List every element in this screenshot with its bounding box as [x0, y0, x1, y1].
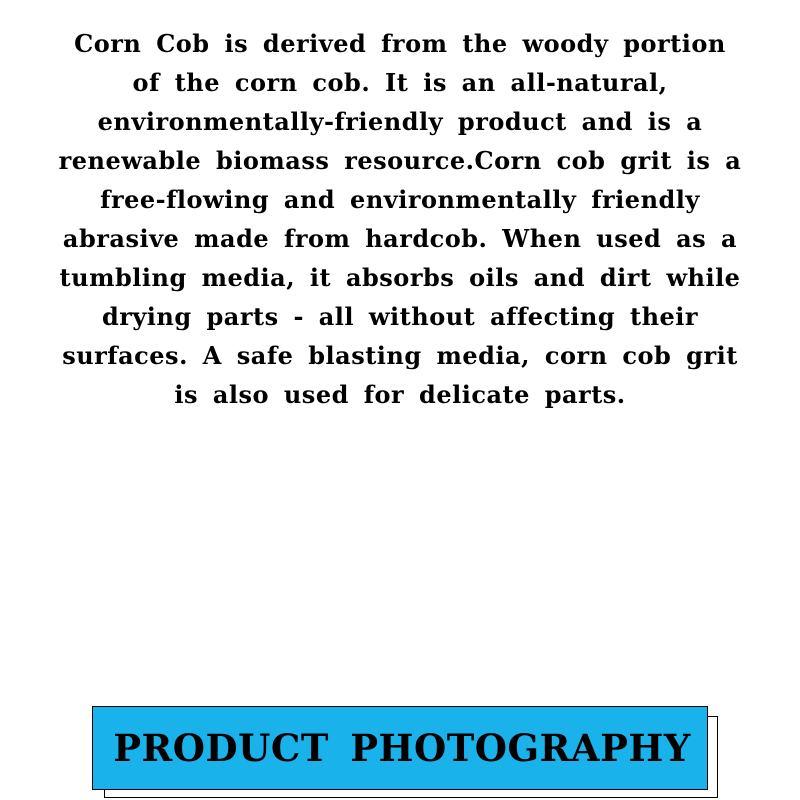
product-description: Corn Cob is derived from the woody portion of the corn cob. It is an all-natural, environmentally-friendly product and is a renewable biomass resource.Corn cob grit is a free-flowing and environmentally friendly abrasive made from hardcob. When used as a tumbling media, it absorbs oils and dirt while drying parts - all without affecting their surfaces. A safe blasting media, corn cob grit is also used for delicate parts.: [58, 29, 742, 409]
section-heading-box: [92, 706, 708, 790]
section-heading: PRODUCT PHOTOGRAPHY: [113, 726, 691, 770]
section-banner: [92, 706, 720, 800]
